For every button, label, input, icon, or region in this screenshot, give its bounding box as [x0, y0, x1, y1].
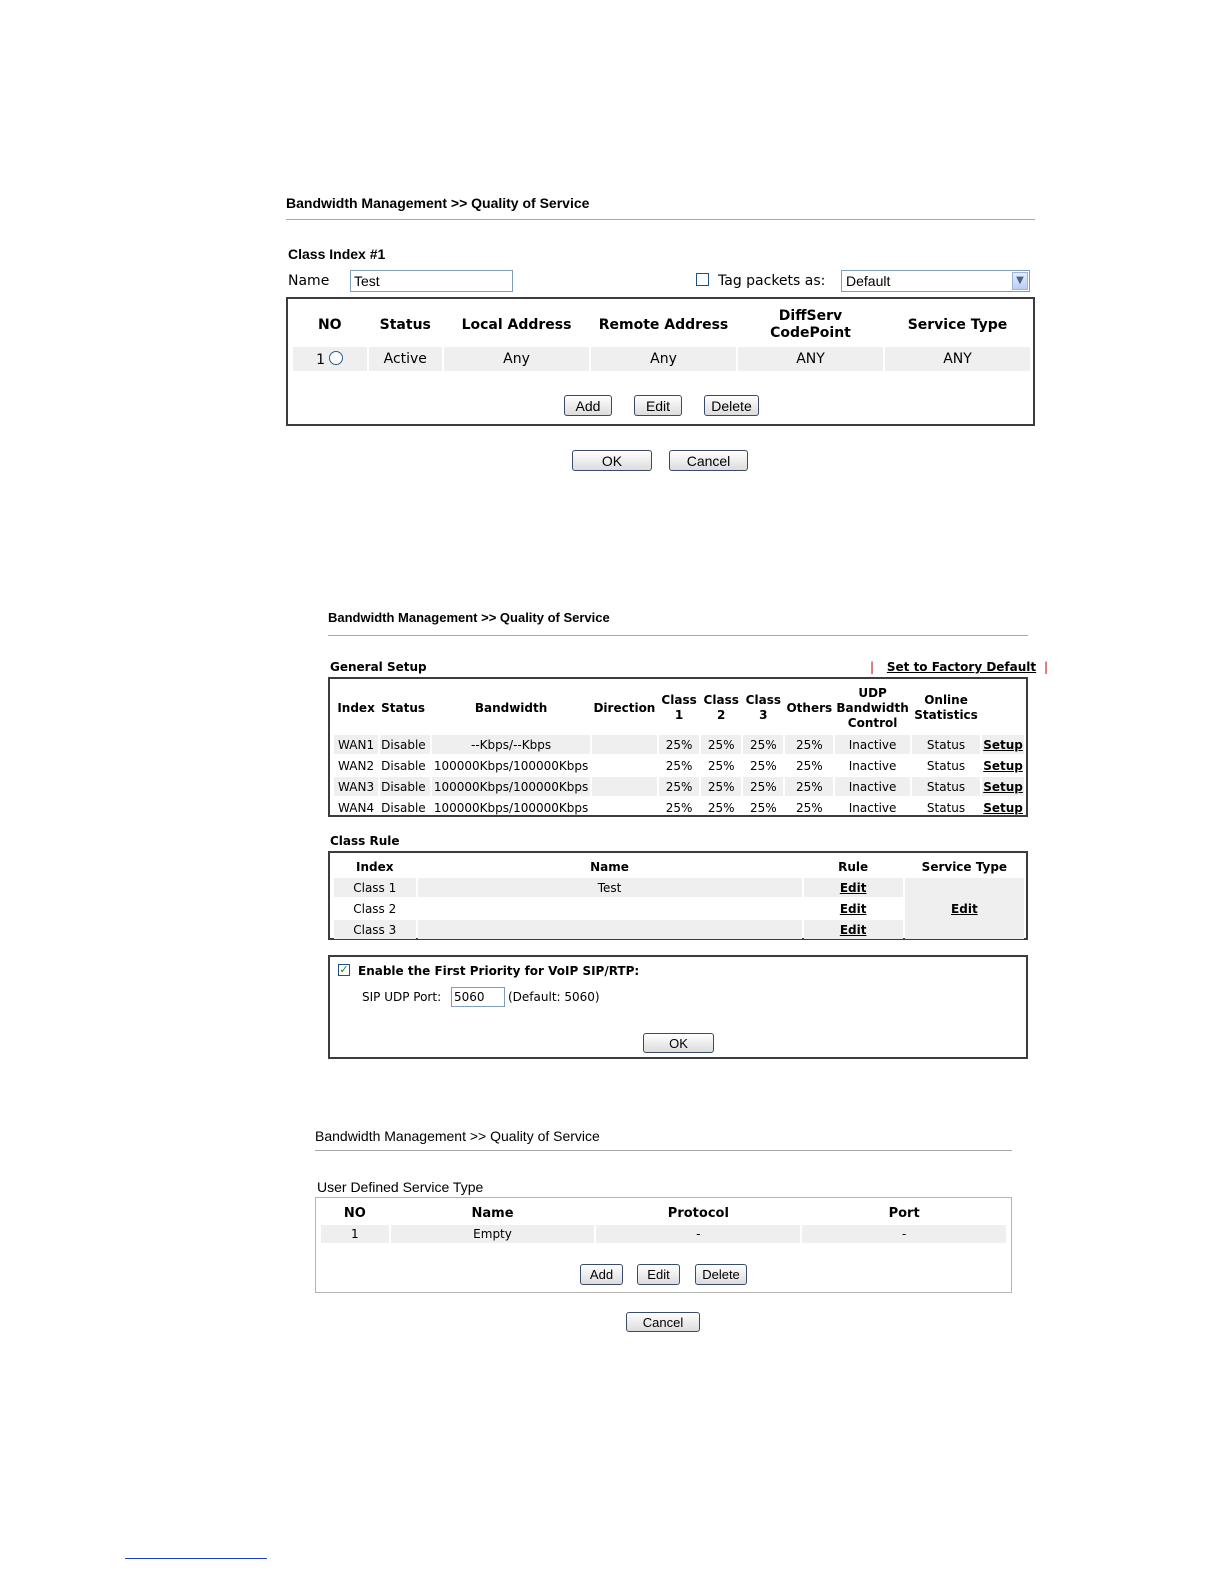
chevron-down-icon[interactable]: ▼ [1012, 272, 1028, 290]
wan-class2: 25% [707, 758, 735, 773]
col-remote-address: Remote Address [598, 317, 729, 333]
divider [315, 1150, 1012, 1151]
edit-button[interactable]: Edit [634, 395, 682, 416]
table-row [334, 735, 1024, 754]
rule-index: Class 1 [334, 878, 416, 897]
rule-name [418, 899, 802, 918]
wan-class1: 25% [665, 800, 693, 815]
col-status: Status [379, 317, 431, 333]
footnote-rule [125, 1558, 267, 1559]
col-service-type: Service Type [921, 859, 1008, 874]
col-service-type: Service Type [907, 317, 1008, 333]
wan-bandwidth: --Kbps/--Kbps [471, 737, 552, 752]
rule-index: Class 3 [334, 920, 416, 939]
row-name: Empty [391, 1225, 595, 1243]
table-row [321, 1225, 1006, 1243]
rule-name: Test [418, 878, 802, 897]
name-input[interactable] [350, 270, 513, 292]
col-diffserv-line2: CodePoint [770, 325, 851, 341]
col-index: Index [356, 859, 394, 874]
wan-class2: 25% [707, 779, 735, 794]
row-port: - [802, 1225, 1006, 1243]
factory-default-group [870, 660, 1048, 674]
wan-class2: 25% [707, 737, 735, 752]
col-class3-word: Class [745, 693, 781, 707]
wan-status: Disable [381, 758, 426, 773]
col-udp [835, 683, 910, 733]
class-rule-box [286, 297, 1035, 426]
col-udp-line1: UDP [858, 685, 887, 700]
wan-stats[interactable]: Status [926, 737, 966, 752]
table-row [334, 878, 1024, 897]
service-type-edit-link[interactable]: Edit [905, 878, 1024, 939]
col-direction: Direction [593, 701, 656, 715]
add-button[interactable]: Add [580, 1264, 623, 1285]
col-class3 [743, 683, 783, 733]
voip-label: Enable the First Priority for VoIP SIP/RTP: [358, 964, 640, 978]
table-row [334, 798, 1024, 817]
class-rule-table [332, 855, 1026, 941]
setup-link[interactable]: Setup [983, 800, 1023, 815]
page-title: Bandwidth Management >> Quality of Service [286, 195, 590, 211]
col-port: Port [888, 1205, 920, 1221]
rule-edit-link[interactable]: Edit [804, 920, 903, 939]
wan-direction [592, 756, 657, 775]
wan-class1: 25% [665, 779, 693, 794]
row-no: 1 [316, 351, 325, 368]
wan-class3: 25% [749, 800, 777, 815]
wan-others: 25% [795, 800, 823, 815]
col-online-line1: Online [924, 693, 968, 707]
col-class1-num: 1 [674, 708, 684, 722]
col-class3-num: 3 [759, 708, 768, 722]
wan-stats[interactable]: Status [926, 758, 966, 773]
ok-button[interactable]: OK [643, 1033, 714, 1053]
row-diffserv: ANY [738, 347, 883, 371]
page-title: Bandwidth Management >> Quality of Service [328, 610, 610, 625]
rule-index: Class 2 [353, 901, 397, 916]
ok-button[interactable]: OK [572, 450, 652, 471]
wan-index: WAN3 [338, 779, 375, 794]
col-others: Others [786, 701, 833, 715]
setup-link[interactable]: Setup [983, 758, 1023, 773]
col-no: NO [343, 1205, 366, 1221]
col-udp-line3: Control [847, 715, 898, 730]
col-class2 [701, 683, 741, 733]
wan-stats[interactable]: Status [926, 779, 966, 794]
rule-name [418, 920, 802, 939]
col-diffserv-line1: DiffServ [778, 308, 843, 324]
col-bandwidth: Bandwidth [474, 701, 548, 715]
wan-index: WAN4 [338, 800, 375, 815]
wan-bandwidth: 100000Kbps/100000Kbps [433, 758, 589, 773]
set-factory-default-link[interactable]: Set to Factory Default [886, 660, 1037, 674]
table-row [293, 347, 1030, 371]
wan-class2: 25% [707, 800, 735, 815]
wan-class1: 25% [665, 737, 693, 752]
cancel-button[interactable]: Cancel [626, 1312, 700, 1332]
general-setup-label: General Setup [330, 660, 427, 674]
class-rule-box [328, 851, 1028, 940]
col-class1-word: Class [661, 693, 697, 707]
col-udp-line2: Bandwidth [836, 700, 909, 715]
sip-port-default: (Default: 5060) [508, 990, 600, 1004]
wan-class1: 25% [665, 758, 693, 773]
section-label: User Defined Service Type [317, 1179, 484, 1195]
wan-bandwidth: 100000Kbps/100000Kbps [433, 779, 589, 794]
divider [286, 219, 1035, 220]
divider [328, 635, 1028, 636]
tag-packets-select[interactable] [841, 270, 1030, 292]
wan-index: WAN2 [338, 758, 375, 773]
add-button[interactable]: Add [564, 395, 612, 416]
table-row [334, 756, 1024, 775]
wan-others: 25% [795, 758, 823, 773]
tag-packets-checkbox[interactable] [696, 273, 709, 286]
wan-class3: 25% [749, 779, 777, 794]
wan-index: WAN1 [338, 737, 375, 752]
class-rule-label: Class Rule [330, 834, 400, 848]
wan-direction [592, 735, 657, 754]
col-rule: Rule [838, 859, 869, 874]
delete-button[interactable]: Delete [695, 1264, 747, 1285]
tag-packets-value: Default [846, 273, 891, 289]
row-status: Active [369, 347, 443, 371]
wan-udp: Inactive [848, 800, 897, 815]
table-row [334, 777, 1024, 796]
wan-status: Disable [381, 800, 426, 815]
col-name: Name [471, 1205, 514, 1221]
col-online-line2: Statistics [914, 708, 978, 722]
wan-status: Disable [381, 779, 426, 794]
wan-stats[interactable]: Status [926, 800, 966, 815]
tag-packets-label: Tag packets as: [718, 273, 826, 289]
cancel-button[interactable]: Cancel [669, 450, 748, 471]
wan-udp: Inactive [848, 758, 897, 773]
row-protocol: - [596, 1225, 800, 1243]
rule-edit-link[interactable]: Edit [839, 901, 867, 916]
edit-button[interactable]: Edit [637, 1264, 680, 1285]
separator: | [1043, 660, 1049, 674]
service-type-box [315, 1197, 1012, 1293]
voip-box [328, 955, 1028, 1059]
delete-button[interactable]: Delete [704, 395, 759, 416]
row-remote: Any [591, 347, 736, 371]
wan-others: 25% [795, 737, 823, 752]
general-setup-box [328, 677, 1028, 817]
col-class1 [659, 683, 699, 733]
col-protocol: Protocol [667, 1205, 729, 1221]
sip-port-label: SIP UDP Port: [362, 990, 442, 1004]
col-name: Name [590, 859, 629, 874]
wan-others: 25% [795, 779, 823, 794]
col-index: Index [337, 701, 375, 715]
sip-port-input[interactable] [451, 987, 505, 1007]
row-local: Any [444, 347, 589, 371]
wan-direction [592, 798, 657, 817]
wan-class3: 25% [749, 758, 777, 773]
separator: | [870, 660, 875, 674]
col-online [912, 683, 980, 733]
rule-edit-link[interactable]: Edit [804, 878, 903, 897]
rule-table [291, 303, 1032, 373]
wan-direction [592, 777, 657, 796]
col-no: NO [317, 317, 342, 333]
row-service: ANY [885, 347, 1030, 371]
wan-table [332, 681, 1026, 819]
col-setup [982, 683, 1024, 733]
col-local-address: Local Address [461, 317, 572, 333]
wan-class3: 25% [749, 737, 777, 752]
wan-udp: Inactive [848, 737, 897, 752]
row-radio[interactable] [329, 351, 343, 365]
col-status: Status [381, 701, 426, 715]
setup-link[interactable]: Setup [983, 779, 1023, 794]
setup-link[interactable]: Setup [983, 737, 1023, 752]
service-table [319, 1201, 1008, 1245]
row-no: 1 [321, 1225, 389, 1243]
page-title: Bandwidth Management >> Quality of Service [315, 1128, 600, 1144]
class-index-label: Class Index #1 [288, 246, 386, 262]
wan-udp: Inactive [848, 779, 897, 794]
wan-status: Disable [381, 737, 426, 752]
col-diffserv [738, 305, 883, 345]
col-class2-word: Class [703, 693, 739, 707]
wan-bandwidth: 100000Kbps/100000Kbps [433, 800, 589, 815]
row-no-cell [293, 347, 367, 371]
voip-checkbox[interactable]: ✓ [339, 963, 349, 976]
name-label: Name [288, 273, 330, 289]
col-class2-num: 2 [717, 708, 726, 722]
